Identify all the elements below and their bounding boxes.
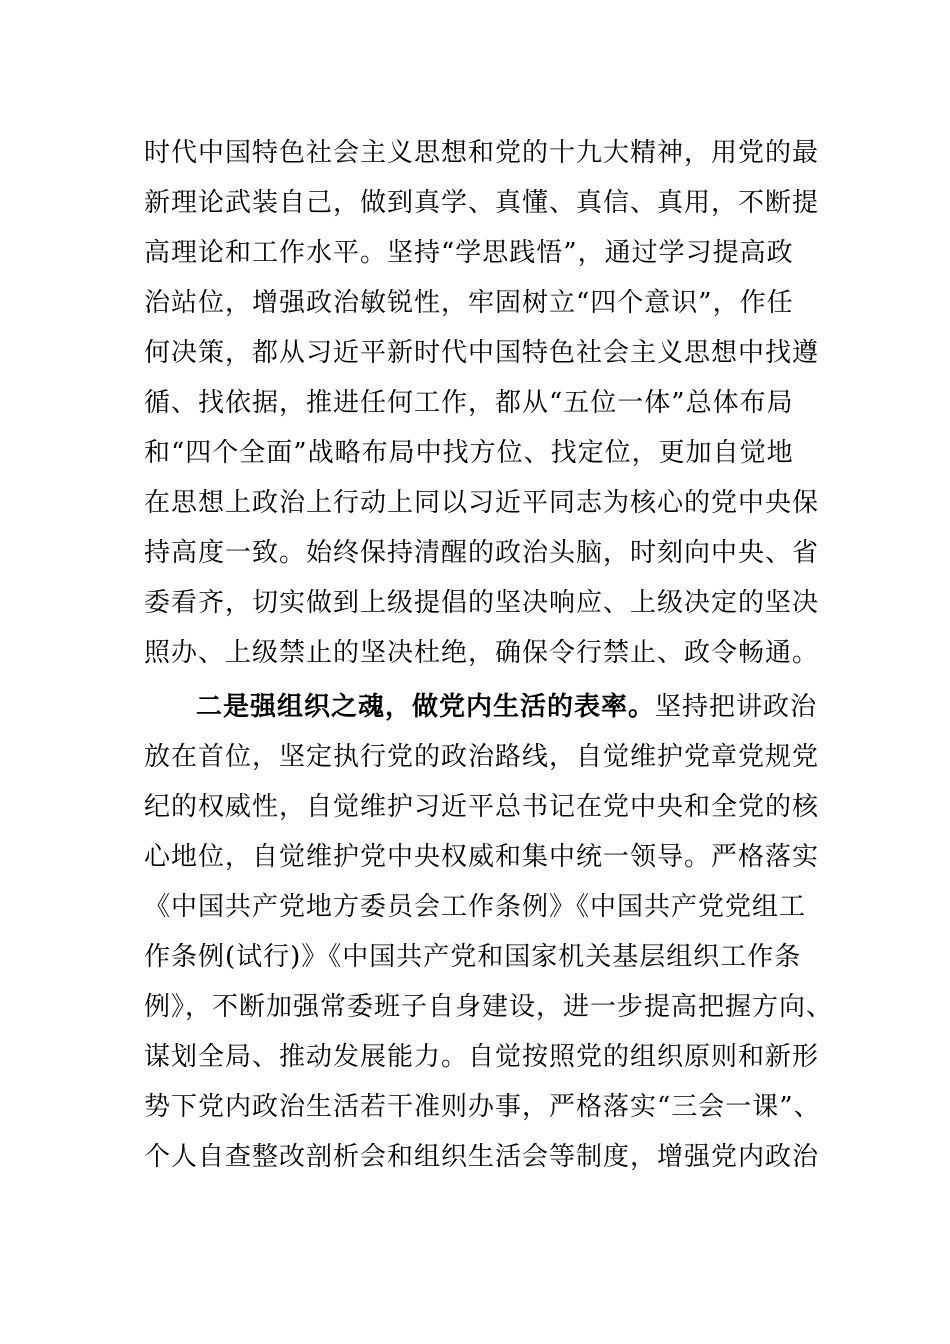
paragraph-1-line: 和“四个全面”战略布局中找方位、找定位，更加自觉地 (144, 438, 794, 468)
paragraph-1-line: 照办、上级禁止的坚决杜绝，确保令行禁止、政令畅通。 (144, 638, 820, 668)
paragraph-2-line: 心地位，自觉维护党中央权威和集中统一领导。严格落实 (144, 842, 820, 872)
paragraph-1-line: 高理论和工作水平。坚持“学思践悟”，通过学习提高政 (144, 238, 794, 268)
paragraph-1-line: 持高度一致。始终保持清醒的政治头脑，时刻向中央、省 (144, 538, 820, 568)
paragraph-2-first-line-text: 坚持把讲政治 (655, 692, 818, 722)
paragraph-1-line: 新理论武装自己，做到真学、真懂、真信、真用，不断提 (144, 188, 820, 218)
paragraph-2-line: 纪的权威性，自觉维护习近平总书记在党中央和全党的核 (144, 792, 820, 822)
paragraph-1-line: 循、找依据，推进任何工作，都从“五位一体”总体布局 (144, 388, 794, 418)
paragraph-2-line: 谋划全局、推动发展能力。自觉按照党的组织原则和新形 (144, 1042, 820, 1072)
paragraph-2-heading: 二是强组织之魂，做党内生活的表率。 (196, 692, 656, 722)
paragraph-2-line: 例》，不断加强常委班子自身建设，进一步提高把握方向、 (144, 992, 834, 1022)
paragraph-1-line: 时代中国特色社会主义思想和党的十九大精神，用党的最 (144, 138, 820, 168)
paragraph-1 (144, 128, 820, 678)
paragraph-2-line: 放在首位，坚定执行党的政治路线，自觉维护党章党规党 (144, 742, 820, 772)
paragraph-2-line: 《中国共产党地方委员会工作条例》《中国共产党党组工 (144, 892, 807, 922)
document-body (144, 128, 834, 1182)
paragraph-1-line: 委看齐，切实做到上级提倡的坚决响应、上级决定的坚决 (144, 588, 820, 618)
paragraph-2-first-line (144, 682, 818, 732)
paragraph-2-line: 作条例(试行)》《中国共产党和国家机关基层组织工作条 (144, 942, 802, 972)
paragraph-2-line: 势下党内政治生活若干准则办事，严格落实“三会一课”、 (144, 1092, 821, 1122)
paragraph-1-line: 治站位，增强政治敏锐性，牢固树立“四个意识”，作任 (144, 288, 794, 318)
paragraph-1-line: 在思想上政治上行动上同以习近平同志为核心的党中央保 (144, 488, 820, 518)
paragraph-2-line: 个人自查整改剖析会和组织生活会等制度，增强党内政治 (144, 1142, 820, 1172)
paragraph-2 (144, 682, 834, 1182)
paragraph-1-line: 何决策，都从习近平新时代中国特色社会主义思想中找遵 (144, 338, 820, 368)
